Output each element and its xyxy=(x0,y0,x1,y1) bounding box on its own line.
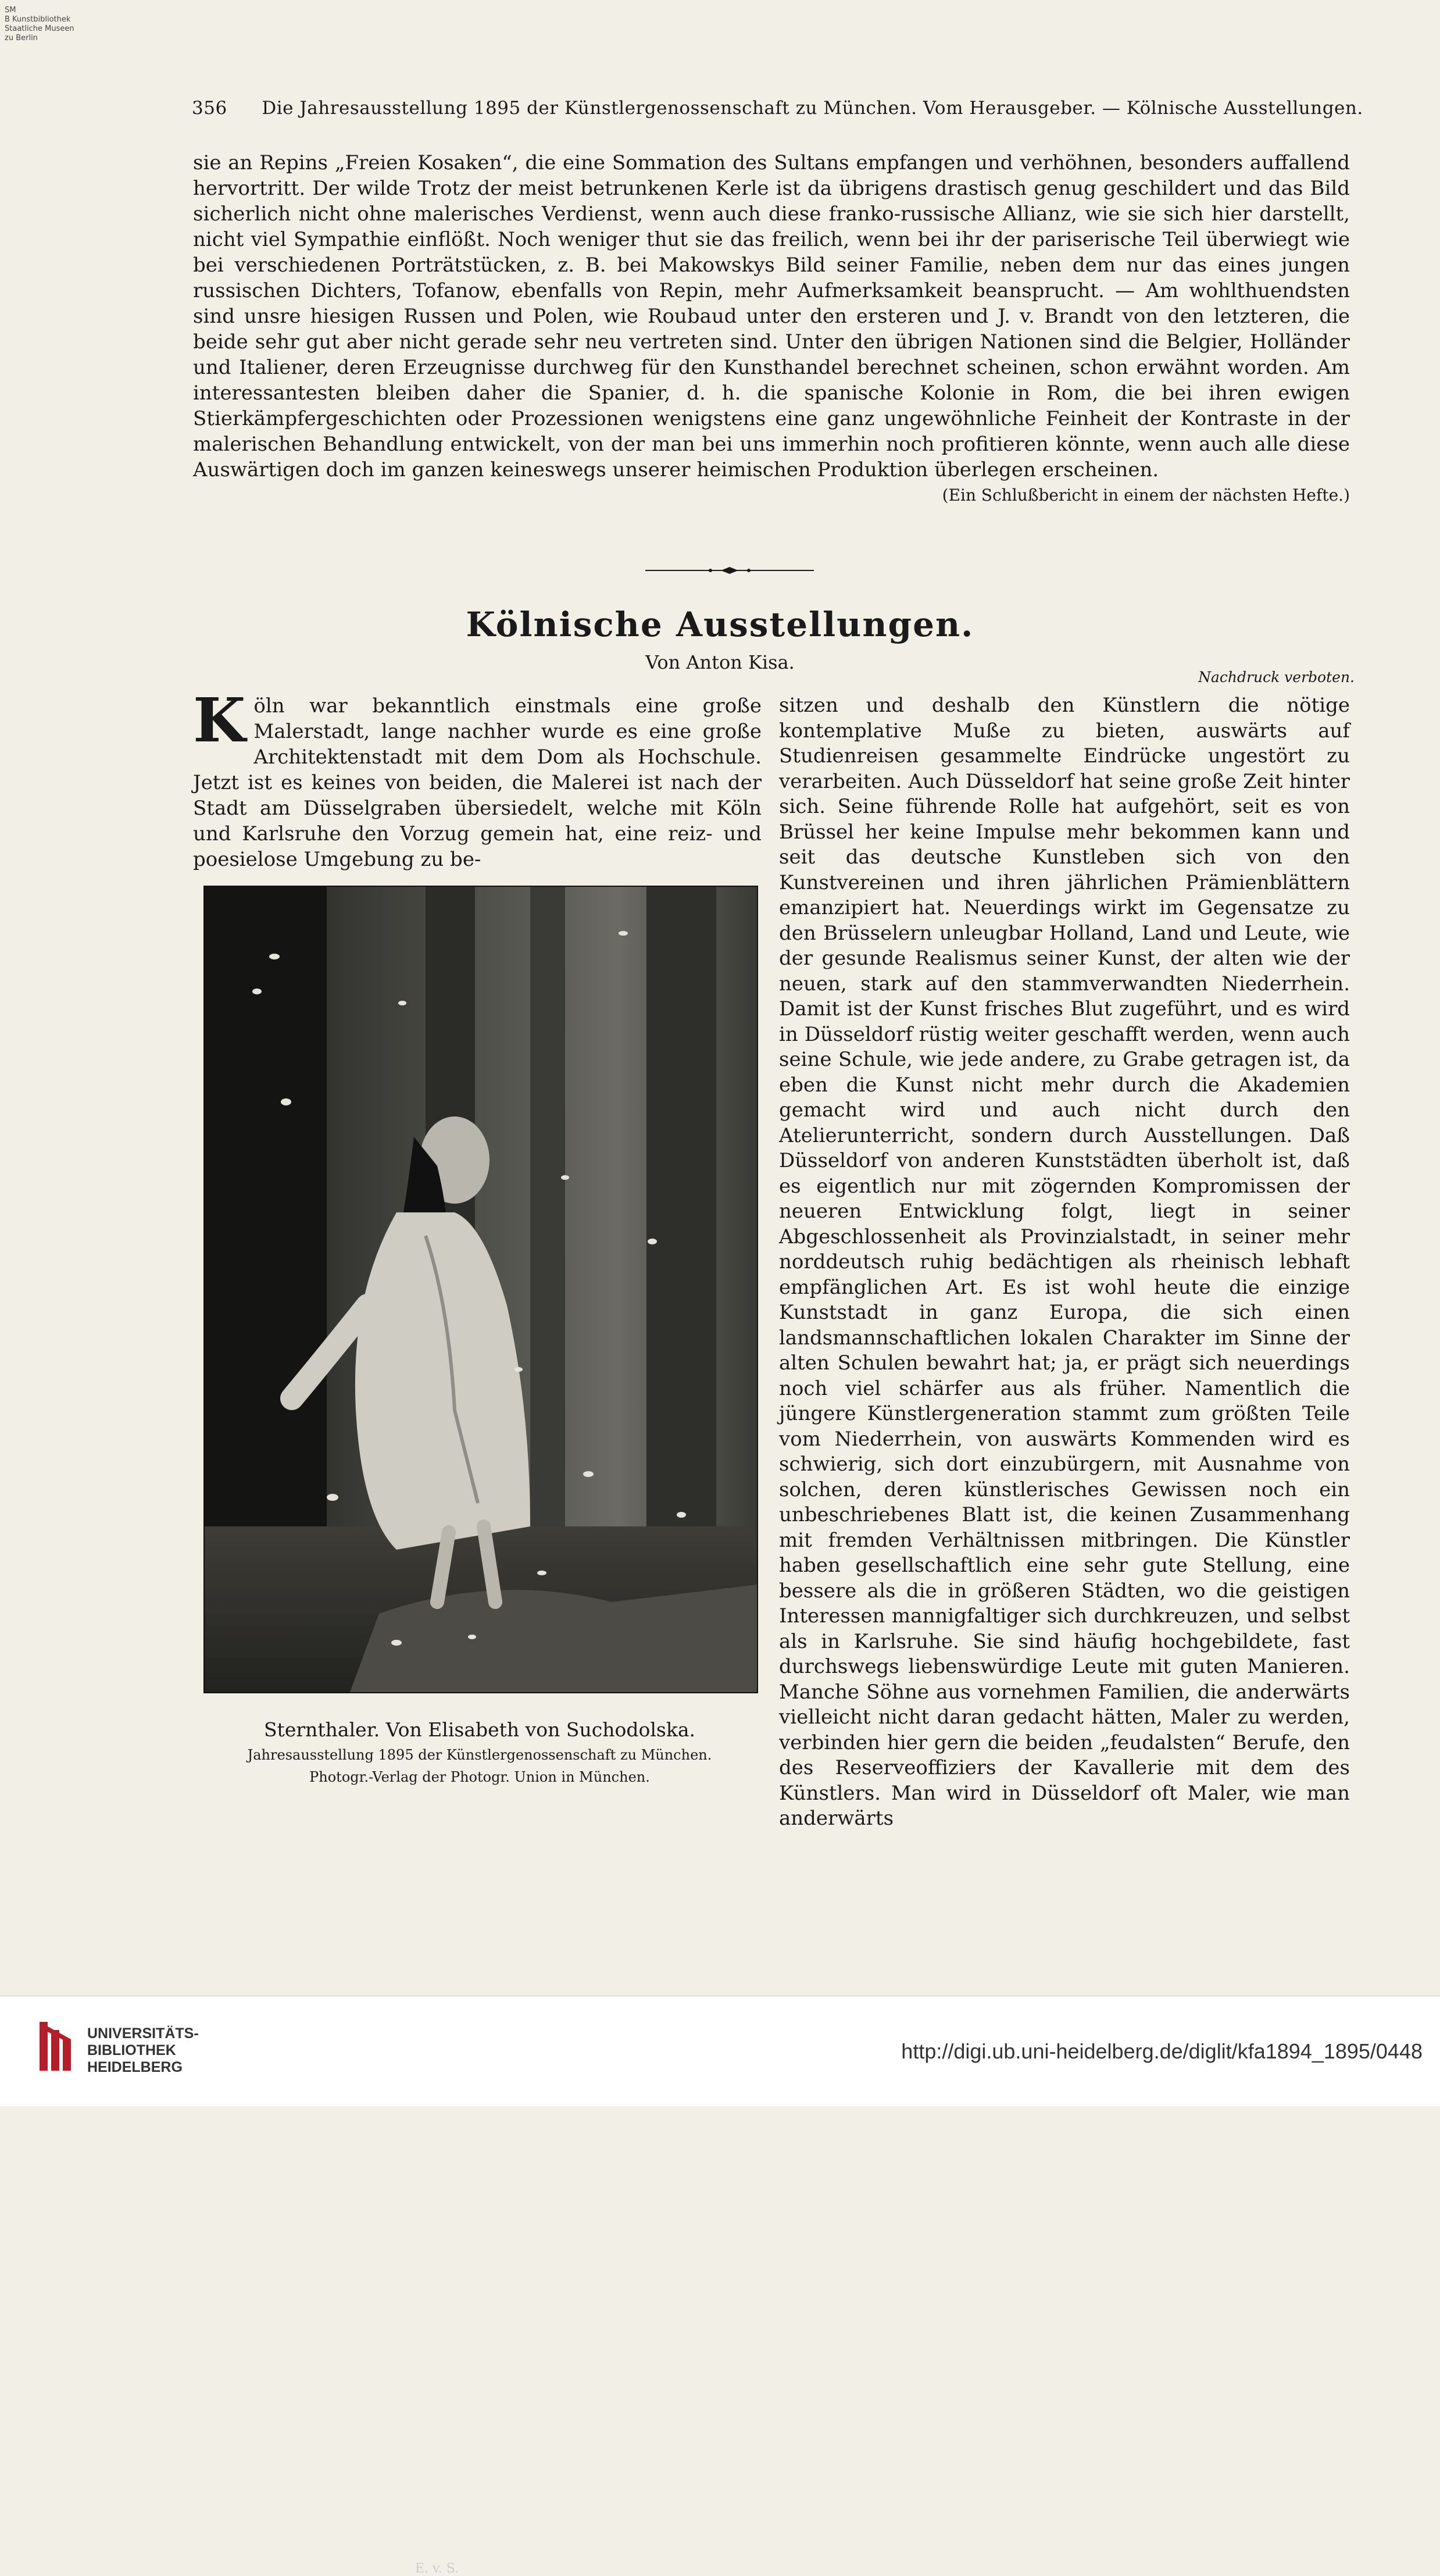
painter-signature: E. v. S. xyxy=(415,2561,459,2576)
intro-text: sie an Repins „Freien Kosaken“, die eine Sommation des Sultans empfangen und verhöhnen, besonders auffallend hervortritt. Der wilde Trotz der meist betrunkenen Kerle ist da übrigens drastisch genug geschildert und das Bild sicherlich nicht ohne malerisches Verdienst, wenn auch diese franko-russische Allianz, wie sie sich hier darstellt, nicht viel Sympathie einflößt. Noch weniger thut sie das freilich, wenn bei ihr der pariserische Teil überwiegt wie bei verschiedenen Porträtstücken, z. B. bei Makowskys Bild seiner Familie, neben dem nur das eines jungen russischen Dichters, Tofanow, ebenfalls von Repin, mehr Aufmerksamkeit beansprucht. — Am wohlthuendsten sind unsre hiesigen Russen und Polen, wie Roubaud unter den ersteren und J. v. Brandt von den letzteren, die beide sehr gut aber nicht gerade sehr neu vertreten sind. Unter den übrigen Nationen sind die Belgier, Holländer und Italiener, deren Erzeugnisse durchweg für den Kunsthandel berechnet scheinen, schon erwähnt worden. Am interessantesten bleiben daher die Spanier, d. h. die spanische Kolonie in Rom, die bei ihren ewigen Stierkämpfergeschichten oder Prozessionen wenigstens eine ganz ungewöhnliche Feinheit der Kontraste in der malerischen Behandlung entwickelt, von der man bei uns immerhin noch profitieren könnte, wenn auch alle diese Auswärtigen doch im ganzen keineswegs unserer heimischen Produktion überlegen erscheinen. xyxy=(193,151,1350,481)
permalink-url[interactable]: http://digi.ub.uni-heidelberg.de/diglit/kfa1894_1895/0448 xyxy=(901,2039,1423,2063)
article-title: Kölnische Ausstellungen. xyxy=(466,605,974,644)
footer-bar xyxy=(0,1996,1440,2106)
library-stamp xyxy=(5,6,121,43)
painting-image xyxy=(205,887,757,1692)
intro-note: (Ein Schlußbericht in einem der nächsten Hefte.) xyxy=(942,486,1350,505)
running-header xyxy=(192,98,1363,119)
drop-cap: K xyxy=(193,684,246,756)
caption-exhibition: Jahresausstellung 1895 der Künstlergenossenschaft zu München. xyxy=(247,1747,712,1763)
university-name-line: UNIVERSITÄTS- xyxy=(87,2025,199,2042)
caption-title: Sternthaler. Von Elisabeth von Suchodolska. xyxy=(263,1718,696,1741)
left-paragraph xyxy=(193,684,762,872)
university-name-line: HEIDELBERG xyxy=(87,2059,183,2075)
left-column xyxy=(193,684,762,872)
university-logo-icon xyxy=(36,2018,78,2074)
intro-section xyxy=(193,150,1350,508)
stamp-line: zu Berlin xyxy=(5,34,38,42)
page-number: 356 xyxy=(192,98,227,119)
reprint-note: Nachdruck verboten. xyxy=(1198,669,1355,686)
university-name xyxy=(87,2025,199,2076)
right-paragraph: sitzen und deshalb den Künstlern die nötige kontemplative Muße zu bieten, auswärts auf Studienreisen gesammelte Eindrücke ungestört zu verarbeiten. Auch Düsseldorf hat seine große Zeit hinter sich. Seine führende Rolle hat aufgehört, seit es von Brüssel her keine Impulse mehr bekommen kann und seit das deutsche Kunstleben sich von den Kunstvereinen und ihren jährlichen Prämienblättern emanzipiert hat. Neuerdings wirkt im Gegensatze zu den Brüsselern unleugbar Holland, Land und Leute, wie der gesunde Realismus seiner Kunst, der alten wie der neuen, stark auf den stammverwandten Niederrhein. Damit ist der Kunst frisches Blut zugeführt, und es wird in Düsseldorf rüstig weiter geschafft werden, wenn auch seine Schule, wie jede andere, zu Grabe getragen ist, da eben die Kunst nicht mehr durch die Akademien gemacht wird und auch nicht durch den Atelierunterricht, sondern durch Ausstellungen. Daß Düsseldorf von anderen Kunststädten überholt ist, daß es eigentlich nur mit zögernden Kompromissen der neueren Entwicklung folgt, liegt in seiner Abgeschlossenheit als Provinzialstadt, in seiner mehr norddeutsch ruhig bedächtigen als rheinisch lebhaft empfänglichen Art. Es ist wohl heute die einzige Kunststadt in ganz Europa, die sich einen landsmannschaftlichen lokalen Charakter im Sinne der alten Schulen bewahrt hat; ja, er prägt sich neuerdings noch viel schärfer aus als früher. Namentlich die jüngere Künstlergeneration stammt zum größten Teile vom Niederrhein, von auswärts Kommenden wird es schwierig, sich dort einzubürgern, mit Ausnahme von solchen, deren künstlerisches Gewissen noch ein unbeschriebenes Blatt ist, die keinen Zusammenhang mit fremden Verhältnissen mitbringen. Die Künstler haben gesellschaftlich eine sehr gute Stellung, eine bessere als die in größeren Städten, wo die geistigen Interessen mannigfaltiger sich durchkreuzen, und selbst als in Karlsruhe. Sie sind häufig hochgebildete, fast durchswegs liebenswürdige Leute mit guten Manieren. Manche Söhne aus vornehmen Familien, die anderwärts vielleicht nicht daran gedacht hätten, Maler zu werden, verbinden hier gern die beiden „feudalsten“ Berufe, den des Reserveoffiziers der Kavallerie mit dem des Künstlers. Man wird in Düsseldorf oft Maler, wie man anderwärts xyxy=(779,694,1350,1830)
left-text: öln war bekanntlich einstmals eine große Malerstadt, lange nachher wurde es eine große Architektenstadt mit dem Dom als Hochschule. Jetzt ist es keines von beiden, die Malerei ist nach der Stadt am Düsselgraben übersiedelt, welche mit Köln und Karlsruhe den Vorzug gemein hat, eine reiz- und poesielose Umgebung zu be- xyxy=(193,694,762,871)
stamp-line: Staatliche Museen xyxy=(5,24,74,33)
running-title: Die Jahresausstellung 1895 der Künstlergenossenschaft zu München. Vom Herausgeber. — Kölnische Ausstellungen. xyxy=(262,98,1363,119)
stamp-line: SM xyxy=(5,6,16,15)
university-name-line: BIBLIOTHEK xyxy=(87,2042,176,2058)
right-column xyxy=(779,693,1350,1832)
intro-paragraph xyxy=(193,150,1350,505)
figure-caption xyxy=(198,1718,762,1785)
article-byline: Von Anton Kisa. xyxy=(645,651,795,673)
section-divider-ornament xyxy=(645,566,814,575)
caption-publisher: Photogr.-Verlag der Photogr. Union in München. xyxy=(309,1769,650,1785)
stamp-line: B Kunstbibliothek xyxy=(5,15,71,24)
